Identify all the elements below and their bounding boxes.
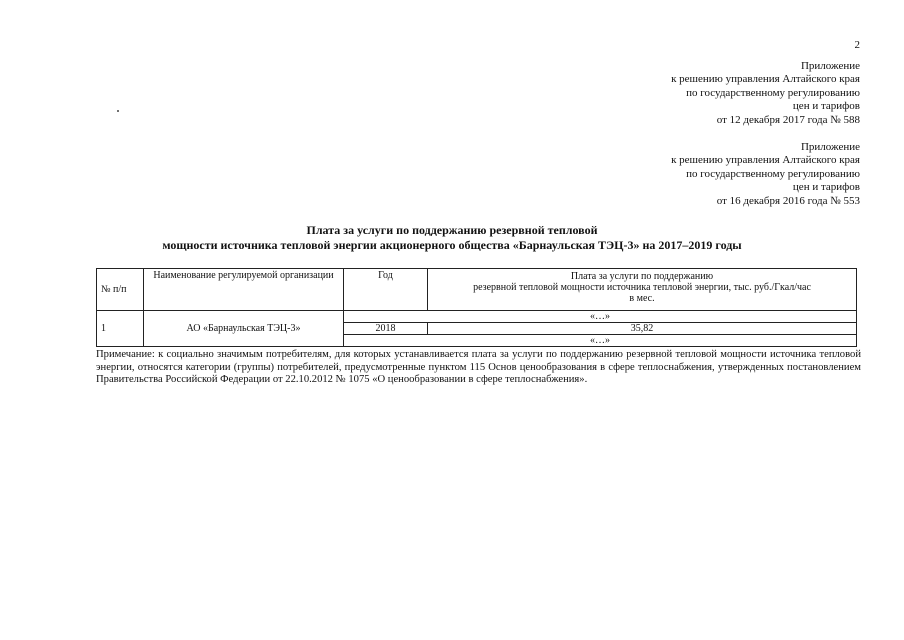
fee-table bbox=[96, 268, 857, 347]
appendix-line: Приложение bbox=[800, 141, 860, 153]
row-ellipsis-top: «…» bbox=[344, 311, 857, 323]
header-year: Год bbox=[344, 269, 428, 311]
appendix-previous-block bbox=[671, 141, 860, 208]
page-number: 2 bbox=[854, 39, 860, 51]
title-line-1: Плата за услуги по поддержанию резервной тепловой bbox=[306, 223, 598, 237]
appendix-line: от 16 декабря 2016 года № 553 bbox=[716, 194, 860, 207]
row-fee: 35,82 bbox=[428, 323, 857, 335]
appendix-line: к решению управления Алтайского края bbox=[671, 154, 860, 167]
header-number: № п/п bbox=[97, 269, 144, 311]
appendix-line: Приложение bbox=[800, 60, 860, 72]
title-line-2: мощности источника тепловой энергии акционерного общества «Барнаульская ТЭЦ-3» на 2017–2019 годы bbox=[162, 238, 742, 252]
row-organization: АО «Барнаульская ТЭЦ-3» bbox=[144, 311, 344, 347]
header-fee bbox=[428, 269, 857, 311]
document-title bbox=[0, 223, 904, 253]
appendix-line: от 12 декабря 2017 года № 588 bbox=[716, 113, 860, 126]
header-organization: Наименование регулируемой организации bbox=[144, 269, 344, 311]
appendix-line: цен и тарифов bbox=[792, 100, 860, 113]
footnote: Примечание: к социально значимым потребителям, для которых устанавливается плата за услуги по поддержанию резервной тепловой мощности источника тепловой энергии, относятся категории (группы) потребителей, предусмотренные пунктом 115 Основ ценообразования в сфере теплоснабжения, утвержденных постановлением Правительства Российской Федерации от 22.10.2012 № 1075 «О ценообразовании в сфере теплоснабжения». bbox=[96, 349, 861, 386]
appendix-current-block bbox=[671, 60, 860, 127]
appendix-line: по государственному регулированию bbox=[686, 167, 860, 180]
row-number: 1 bbox=[97, 311, 144, 347]
appendix-line: к решению управления Алтайского края bbox=[671, 73, 860, 86]
scan-speck bbox=[117, 110, 119, 112]
row-ellipsis-bottom: «…» bbox=[344, 335, 857, 347]
header-fee-line-1: Плата за услуги по поддержанию bbox=[570, 271, 714, 282]
row-year: 2018 bbox=[344, 323, 428, 335]
header-fee-line-3: в мес. bbox=[629, 293, 655, 304]
header-fee-line-2: резервной тепловой мощности источника тепловой энергии, тыс. руб./Гкал/час bbox=[473, 282, 811, 293]
appendix-line: цен и тарифов bbox=[792, 181, 860, 194]
appendix-line: по государственному регулированию bbox=[686, 86, 860, 99]
